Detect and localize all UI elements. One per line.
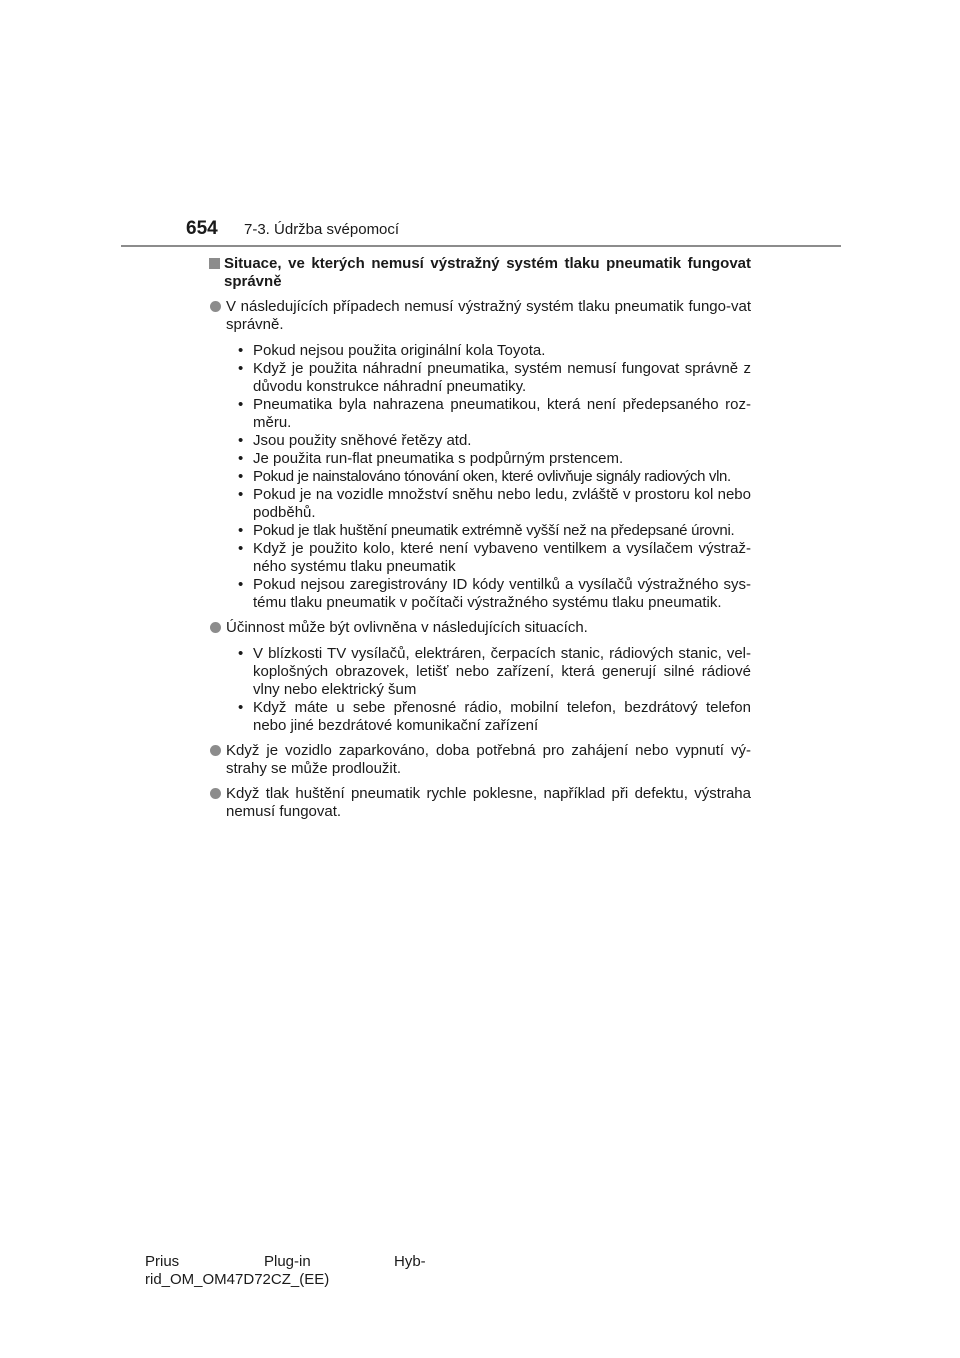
dot-icon: • xyxy=(238,645,244,662)
page-footer xyxy=(145,1253,445,1289)
bullet-group xyxy=(209,298,751,612)
circle-bullet-icon xyxy=(210,788,221,799)
bullet-text: Když je vozidlo zaparkováno, doba potřebná pro zahájení nebo vypnutí vý-strahy se může prodloužit. xyxy=(226,742,751,777)
dot-icon: • xyxy=(238,486,244,503)
list-item xyxy=(226,360,751,396)
list-item xyxy=(226,522,751,540)
dot-icon: • xyxy=(238,540,244,557)
footer-line-2: rid_OM_OM47D72CZ_(EE) xyxy=(145,1271,330,1288)
list-item xyxy=(226,432,751,450)
dot-icon: • xyxy=(238,432,244,449)
list-item-text: Jsou použity sněhové řetězy atd. xyxy=(253,432,472,449)
list-item xyxy=(226,342,751,360)
section-title: 7-3. Údržba svépomocí xyxy=(244,221,400,238)
list-item xyxy=(226,645,751,699)
sub-list xyxy=(226,342,751,612)
list-item xyxy=(226,486,751,522)
list-item-text: Pokud nejsou zaregistrovány ID kódy ventilků a vysílačů výstražného sys-tému tlaku pneumatik v počítači výstražného systému tlaku pneumatik. xyxy=(253,576,751,611)
list-item xyxy=(226,468,751,486)
bullet-group xyxy=(209,619,751,735)
dot-icon: • xyxy=(238,576,244,593)
list-item-text: Pokud je tlak huštění pneumatik extrémně vyšší než na předepsané úrovni. xyxy=(253,522,735,539)
list-item-text: V blízkosti TV vysílačů, elektráren, čerpacích stanic, rádiových stanic, vel-koplošných obrazovek, letišť nebo zařízení, která generují silné rádiové vlny nebo elektrický šum xyxy=(253,645,751,698)
section-heading xyxy=(209,255,751,291)
circle-bullet-icon xyxy=(210,622,221,633)
section-heading-text: Situace, ve kterých nemusí výstražný systém tlaku pneumatik fungovat správně xyxy=(224,255,751,290)
list-item-text: Když je použito kolo, které není vybaveno ventilkem a vysílačem výstraž-ného systému tlaku pneumatik xyxy=(253,540,751,575)
bullet-text: Účinnost může být ovlivněna v následujících situacích. xyxy=(226,619,588,636)
list-item xyxy=(226,576,751,612)
dot-icon: • xyxy=(238,396,244,413)
list-item-text: Pokud nejsou použita originální kola Toyota. xyxy=(253,342,546,359)
footer-model: Prius xyxy=(145,1253,180,1270)
bullet-group xyxy=(209,742,751,778)
header-divider xyxy=(121,245,841,247)
list-item-text: Je použita run-flat pneumatika s podpůrným prstencem. xyxy=(253,450,624,467)
list-item-text: Pneumatika byla nahrazena pneumatikou, která není předepsaného roz-měru. xyxy=(253,396,751,431)
dot-icon: • xyxy=(238,699,244,716)
dot-icon: • xyxy=(238,342,244,359)
bullet-text: Když tlak huštění pneumatik rychle poklesne, například při defektu, výstraha nemusí fungovat. xyxy=(226,785,751,820)
footer-line-1 xyxy=(145,1253,445,1271)
dot-icon: • xyxy=(238,450,244,467)
list-item-text: Když máte u sebe přenosné rádio, mobilní telefon, bezdrátový telefon nebo jiné bezdrátové komunikační zařízení xyxy=(253,699,751,734)
page-number: 654 xyxy=(186,218,218,239)
dot-icon: • xyxy=(238,522,244,539)
footer-type: Hyb- xyxy=(394,1253,426,1270)
list-item xyxy=(226,540,751,576)
circle-bullet-icon xyxy=(210,745,221,756)
list-item-text: Pokud je na vozidle množství sněhu nebo ledu, zvláště v prostoru kol nebo podběhů. xyxy=(253,486,751,521)
dot-icon: • xyxy=(238,468,243,485)
list-item xyxy=(226,699,751,735)
circle-bullet-icon xyxy=(210,301,221,312)
bullet-group xyxy=(209,785,751,821)
footer-variant: Plug-in xyxy=(264,1253,311,1270)
dot-icon: • xyxy=(238,360,244,377)
bullet-text: V následujících případech nemusí výstražný systém tlaku pneumatik fungo-vat správně. xyxy=(226,298,751,333)
page-content xyxy=(209,255,751,821)
sub-list xyxy=(226,645,751,735)
list-item xyxy=(226,450,751,468)
list-item xyxy=(226,396,751,432)
list-item-text: Pokud je nainstalováno tónování oken, které ovlivňuje signály radiových vln. xyxy=(253,468,731,485)
square-bullet-icon xyxy=(209,258,220,269)
list-item-text: Když je použita náhradní pneumatika, systém nemusí fungovat správně z důvodu konstrukce náhradní pneumatiky. xyxy=(253,360,751,395)
